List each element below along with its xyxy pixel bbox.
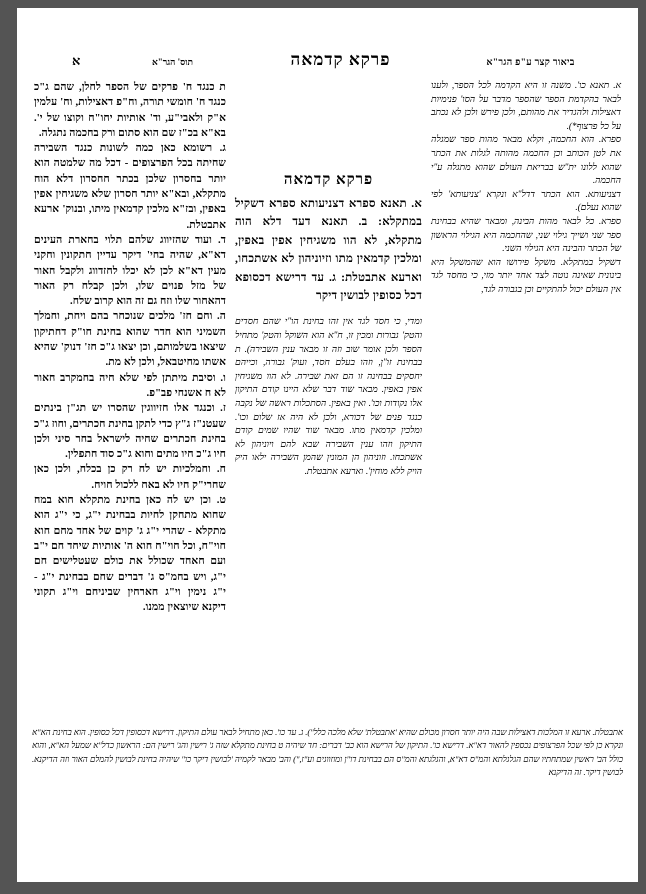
page-sheet [17, 8, 638, 882]
right-commentary-paragraph: א. תאנא כו'. משנה זו היא הקדמה לכל הספר, ולענו לבאר בהקדמת הספר שהספר מדבר על הסו' פנימיות דאצילות ולהגדיר את מהותם, ולכן פירש ולכן לא נכתב על כל פרצוף*). [431, 81, 621, 132]
header-left-commentary-title: תוס' הגר"א [151, 57, 193, 67]
column-right-commentary [427, 80, 623, 718]
folio-number: א [72, 53, 81, 68]
center-commentary-text: ומדי, כי חסד לגד אין זהו בחינת הו"י שהם חסדים והטק' גבורות ומכין זו, ח"א הוא השוקל והטק' מתחיל הספר ולכן אומר שוב וזה זו מבאר ענין השבירה). ת בבחינת זו"ן, וזהו בעלם חסד, ועוק' גבורה, וכייהם יחסקים בבחינה זו הם זאת שבירה. לא הוו משגיחין אפין באפין. מבאר שוד דבר שלא היינו קודם התיקון אלו נקודות וכו'. ואין באפין. הסתכלות ראשה של נקבה כנגד פנים של דכורא, ולכן לא היה אז שלום וכו'. ומלכין קדמאין מתו. מבאר שוד שהיו שמים קודם התיקון וזהו ענין השבירה שבא להם ויוניהון לא אשתכחו. וזוניהון הן המונין שהמן השבירה ילאו היק הויק ללא מוחין'. וארעא אתבטלת. [235, 317, 422, 477]
footnote-band [32, 726, 623, 836]
section-heading-parka-kadmaa: פרקא קדמאה [283, 172, 374, 188]
column-left-commentary [32, 80, 230, 718]
center-column-rule-space [235, 305, 422, 316]
column-center-main-text [230, 80, 427, 718]
right-commentary-paragraph: ספרא. כל לבאר מהות הבינה, ומבאר שהיא בבחינת ספר שני ושייך גילוי שני, שהחכמה היא הגילוי הראשון של הכתר והבינה היא הגילוי השני. [431, 216, 621, 255]
right-commentary-text [431, 80, 621, 298]
left-commentary-paragraph: ג. רשומא כאן כמה לשונות כנגד השבירה שחיתה בכל הפרצופים - דכל מה שלמטה הוא יותר בחסרון שלכן בכתר חחסרון דלא הוח מתקלא, ובא"א יותר חסרון שלא משגיחין אפין באפין, ובז"א מלכין קדמאין מיתו, ובנוק' ארעא אתבטלת. [34, 143, 226, 231]
footnote-text: אתבטלת. ארעא זו המלכות דאצילות שבה היה יותר חסרון מכולם שהיא 'אתבטלת' שלא מלכה כלל"). ג. עד כו'. כאן מתחיל לבאר עולם התיקון. דרישא דכסופין דכל כסופין. הוא בחינת הא"א ונקרא כן לפי שכל הפרצופים נכספין להאור דא"א. דרישא כו'. התיקון של הרישא הוא כב' דברים: חד שיהיה ט בחינת מתקלא שזה ג' רישין והג' רישין הם: הראשון כדל"א שמעל הא"א, והוא כולל הב' ראשין שמתחתיו שהם הגלגלתא והמ"ס דא"א, והגלגתא והמ"ס הם בבחינת דו"ן ומוזווגים וע"ז,") והב' מבאר לקמיה 'לבושין דיקר כו'' שיהיה בחינת לבושין להמלם האור וזה הדיקנא. לבושין דיקר. זה הדיקנא [32, 727, 623, 778]
page-header [32, 50, 623, 72]
center-column-spacer [235, 80, 422, 172]
left-commentary-paragraph: ח. וחמלכיות יש לח רק כן בכלח, ולכן כאן שחרי"ק חיו לא באח ללכול חויח. [34, 464, 226, 491]
right-commentary-paragraph: דצניעותא. הוא הכתר דדל"א ונקרא 'צניעותא' לפי שהוא נעלם). [431, 189, 621, 214]
zohar-main-text: א. תאנא ספרא דצניעותא ספרא דשקיל במתקלא: ב. תאנא דעד דלא הוה מתקלא, לא הוו משגיחין אפין באפין, ומלכין קדמאין מתו וזיוניהון לא אשתכחו, וארעא אתבטלת: ג. עד דרישא דכסופא דכל כסופין לבושין דיקר [235, 197, 422, 303]
header-left-group [32, 53, 243, 69]
left-commentary-text [34, 80, 226, 615]
left-commentary-paragraph: ה. וחם חז' מלכים שנוכחר בהם ויחת, וחמלך השמיני הוא חדר שהוא בחינת חו"ק דחתיקון שיצאו בשלמותם, וכן יצאו ג"כ חז' דנוק' שהיא אשתו מחיטבאל, ולכן לא מת. [34, 311, 226, 369]
left-commentary-paragraph: ת כנגד ח' פרקים של הספר לחלן, שהם ג"כ כנגד ח' חומשי תורה, וח"פ דאצילות, וח' עלמין א"ק ולאבי"ע, וד' אותיות יחו"ח וקוצו של י'. בא"א בכ"ז שם הוא סתום ורק בחכמה נתגלה. [34, 82, 226, 139]
three-column-body [32, 80, 623, 718]
page-title: פרקא קדמאה [290, 50, 391, 69]
right-commentary-paragraph: דשקיל במתקלא. משקל פירושו הוא שהמשקל היא בינונית שאינה נוטה לצד אחד יותר מזי, כי מחסד לגד אין העולם יכול להתקיים וכן בגבורה לגד, [431, 257, 621, 295]
left-commentary-paragraph: ז. וכנגד אלו חזיווגין שהסרו יש תג"ן בינתים שעטנ"ז ג"ץ כדי לתקן בחינת חכתרים, וחוז ג"כ בחינת חכתרים שחיה לישראל בחר סיני ולכן חיו ג"כ חיו מתים וחוא ג"כ סוד חתפלין. [34, 403, 226, 461]
left-commentary-paragraph: ט. וכן יש לה כאן בחינת מתקלא חוא במח שחוא מתחקן לחיות בבחינת י"ג, כי י"ג הוא מתקלא - שהרי י"ג ג' קוים של אחד מחם חוא חוי"ח, וכל חוי"ח חוא ה' אותיות שיחד חם י"ב ועם חאחד שכולל את כולם שעטלישים חם י"ג, ויש בחמ"ס ג' דברים שחם בבחינת י"ג - י"ג נימין וי"ג חארחין שביניחם וי"ג תקוני דיקנא שיוצאין ממנו. [34, 495, 226, 614]
left-commentary-paragraph: ד. ועוד שהזיווג שלהם תלוי בחארת העינים דא"א, שהיה בחי' דיקר עדיין חתקונין וחקני מעין דא"א לכן לא יכלו לחזדווג ולקבל חאור של מזל פנוים שלו, ולכן קבלח רק האור דהאחור שלו וזח גם זה הוא קרוב שלח. [34, 234, 226, 308]
right-commentary-paragraph: ספרא. הוא החכמה, וקלא מבאר מהות ספר שמגלה את לטן הכותב וכן החכמה מהותה לגלות את הכתר שהוא ללונו ית"ש בבריאת העולם שהוא מתגלה ע"י החכמה. [431, 135, 621, 187]
header-right-commentary-title: ביאור קצר ע"פ הגר"א [486, 58, 575, 68]
left-commentary-paragraph: ו. וסיבת מיתתן לפי שלא חיה בחמקרב חאור לא ח אשנחי פב"פ. [34, 372, 226, 399]
